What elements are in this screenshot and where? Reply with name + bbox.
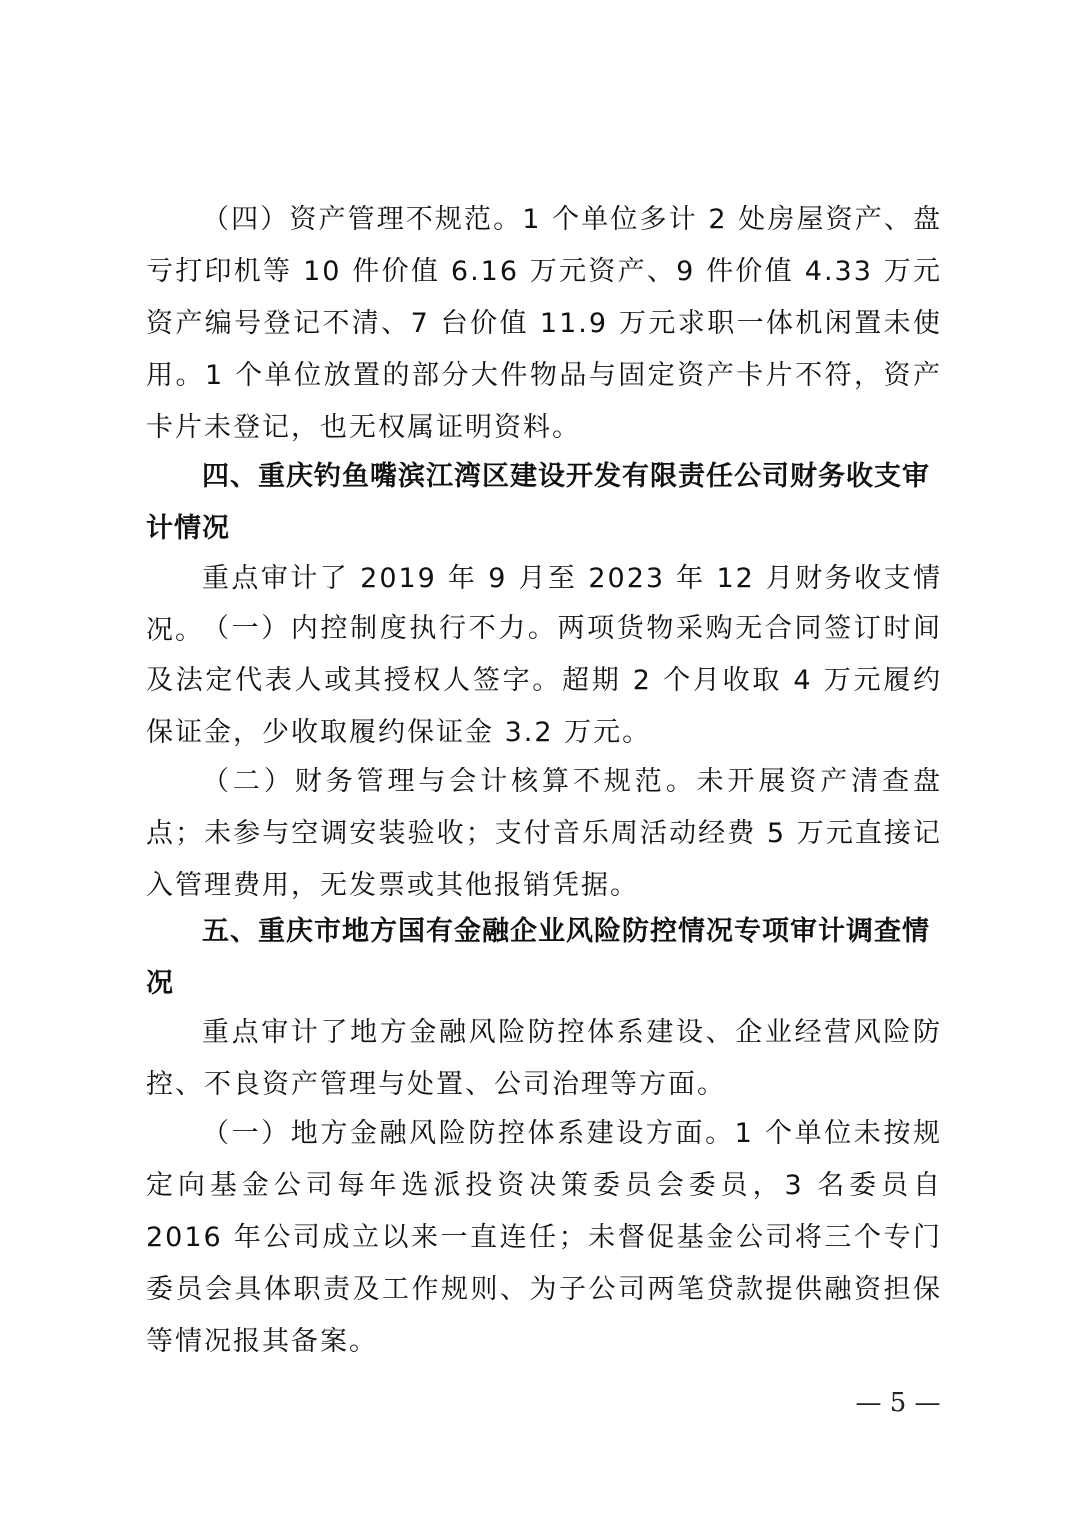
paragraph-audit-scope-five: 重点审计了地方金融风险防控体系建设、企业经营风险防控、不良资产管理与处置、公司治理等方面。 xyxy=(146,1017,942,1100)
paragraph-financial-management: （二）财务管理与会计核算不规范。未开展资产清查盘点；未参与空调安装验收；支付音乐周活动经费 5 万元直接记入管理费用，无发票或其他报销凭据。 xyxy=(146,766,942,901)
paragraph-internal-control: （一）内控制度执行不力。两项货物采购无合同签订时间及法定代表人或其授权人签字。超期 2 个月收取 4 万元履约保证金，少收取履约保证金 3.2 万元。 xyxy=(146,613,942,748)
page-number: — 5 — xyxy=(855,1388,941,1418)
paragraph-asset-management: （四）资产管理不规范。1 个单位多计 2 处房屋资产、盘亏打印机等 10 件价值 6.16 万元资产、9 件价值 4.33 万元资产编号登记不清、7 台价值 11.9 万元求职一体机闲置未使用。1 个单位放置的部分大件物品与固定资产卡片不符，资产卡片未登记，也无权属证明资料。 xyxy=(146,204,942,443)
paragraph-risk-control-system: （一）地方金融风险防控体系建设方面。1 个单位未按规定向基金公司每年选派投资决策委员会委员，3 名委员自 2016 年公司成立以来一直连任；未督促基金公司将三个专门委员会具体职责及工作规则、为子公司两笔贷款提供融资担保等情况报其备案。 xyxy=(146,1118,942,1357)
paragraph-audit-scope-four: 重点审计了 2019 年 9 月至 2023 年 12 月财务收支情况。 xyxy=(146,563,942,646)
section-heading-five: 五、重庆市地方国有金融企业风险防控情况专项审计调查情况 xyxy=(146,916,930,999)
section-heading-four: 四、重庆钓鱼嘴滨江湾区建设开发有限责任公司财务收支审计情况 xyxy=(146,461,930,544)
